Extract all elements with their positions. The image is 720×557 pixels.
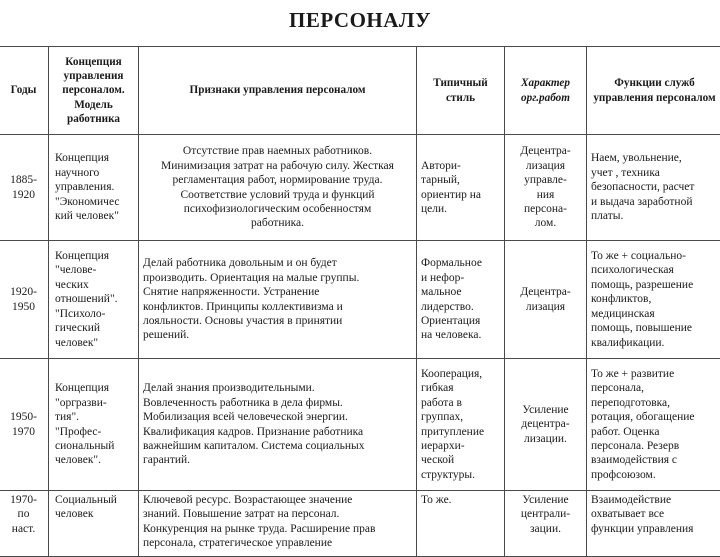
cell-line: Формальное (421, 256, 500, 270)
cell-line: работ. Оценка (591, 425, 718, 439)
cell-line: "Психоло- (55, 307, 134, 321)
cell-functions (587, 135, 720, 241)
cell-line: и нефор- (421, 271, 500, 285)
cell-line: управле- (509, 173, 582, 187)
cell-line: учет , техника (591, 166, 718, 180)
cell-line: квалификации. (591, 336, 718, 350)
cell-line: Взаимодействие (591, 493, 718, 507)
cell-line: Соответствие условий труда и функций (143, 188, 412, 202)
cell-line: безопасности, расчет (591, 180, 718, 194)
cell-concept (49, 359, 139, 491)
cell-line: Усиление (509, 493, 582, 507)
cell-line: Снятие напряженности. Устранение (143, 285, 412, 299)
cell-line: "оргразви- (55, 396, 134, 410)
cell-line: психологическая (591, 263, 718, 277)
cell-line: гарантий. (143, 453, 412, 467)
cell-style (417, 135, 505, 241)
cell-line: знаний. Повышение затрат на персонал. (143, 507, 412, 521)
cell-line: конфликтов, (591, 292, 718, 306)
cell-line: децентра- (509, 417, 582, 431)
cell-line: тия". (55, 410, 134, 424)
cell-line: помощь, разрешение (591, 278, 718, 292)
cell-line: ческих (55, 278, 134, 292)
header-row (0, 47, 720, 135)
cell-line: управления. (55, 180, 134, 194)
cell-line: конфликтов. Принципы коллективизма и (143, 300, 412, 314)
cell-line: работа в (421, 396, 500, 410)
header-concept: Концепция управления персоналом. Модель работника (49, 47, 139, 135)
cell-line: Делай работника довольным и он будет (143, 256, 412, 270)
header-signs: Признаки управления персоналом (139, 47, 417, 135)
table-body (0, 135, 720, 557)
cell-line: персона- (509, 202, 582, 216)
cell-years (0, 241, 49, 359)
cell-line: персонала. Резерв (591, 439, 718, 453)
cell-line: человек". (55, 453, 134, 467)
cell-line: персонала, стратегическое управление (143, 536, 412, 550)
cell-line: 1950- (3, 410, 44, 424)
cell-line: ротация, обогащение (591, 410, 718, 424)
cell-line: кий человек" (55, 209, 134, 223)
cell-line: ориентир на (421, 188, 500, 202)
cell-line: Ориентация (421, 314, 500, 328)
cell-line: по (3, 507, 44, 521)
cell-character (505, 359, 587, 491)
cell-line: То же + развитие (591, 367, 718, 381)
cell-signs (139, 241, 417, 359)
cell-line: наст. (3, 522, 44, 536)
cell-line: Концепция (55, 249, 134, 263)
cell-line: "Экономичес (55, 195, 134, 209)
page-title: ПЕРСОНАЛУ (0, 0, 720, 46)
cell-line: научного (55, 166, 134, 180)
cell-line: "Профес- (55, 425, 134, 439)
cell-line: лом. (509, 216, 582, 230)
cell-line: взаимодействия с (591, 453, 718, 467)
cell-line: решений. (143, 328, 412, 342)
cell-line: Концепция (55, 381, 134, 395)
cell-line: функции управления (591, 522, 718, 536)
cell-line: ческой (421, 453, 500, 467)
cell-signs (139, 135, 417, 241)
cell-line: Децентра- (509, 285, 582, 299)
cell-years (0, 491, 49, 557)
cell-style (417, 491, 505, 557)
cell-line: группах, (421, 410, 500, 424)
cell-line: То же + социально- (591, 249, 718, 263)
table-row (0, 241, 720, 359)
cell-line: человек" (55, 336, 134, 350)
cell-line: работника. (143, 216, 412, 230)
cell-functions (587, 491, 720, 557)
cell-line: гический (55, 321, 134, 335)
cell-line: 1920- (3, 285, 44, 299)
cell-line: Делай знания производительными. (143, 381, 412, 395)
header-years: Годы (0, 47, 49, 135)
cell-line: и выдача заработной (591, 195, 718, 209)
cell-line: Концепция (55, 151, 134, 165)
cell-line: производить. Ориентация на малые группы. (143, 271, 412, 285)
cell-line: тарный, (421, 173, 500, 187)
cell-line: Конкуренция на рынке труда. Расширение прав (143, 522, 412, 536)
cell-line: лизация (509, 300, 582, 314)
cell-functions (587, 359, 720, 491)
cell-line: зации. (509, 522, 582, 536)
cell-line: медицинская (591, 307, 718, 321)
cell-character (505, 135, 587, 241)
cell-line: сиональный (55, 439, 134, 453)
cell-line: профсоюзом. (591, 468, 718, 482)
cell-line: важнейшим капиталом. Система социальных (143, 439, 412, 453)
cell-line: иерархи- (421, 439, 500, 453)
header-style: Типичный стиль (417, 47, 505, 135)
cell-functions (587, 241, 720, 359)
header-functions: Функции служб управления персоналом (587, 47, 720, 135)
cell-character (505, 241, 587, 359)
cell-character (505, 491, 587, 557)
cell-line: отношений". (55, 292, 134, 306)
cell-concept (49, 491, 139, 557)
cell-line: 1885- (3, 173, 44, 187)
cell-line: Кооперация, (421, 367, 500, 381)
cell-line: на человека. (421, 328, 500, 342)
table-row (0, 491, 720, 557)
cell-concept (49, 135, 139, 241)
table-row (0, 135, 720, 241)
cell-line: Автори- (421, 159, 500, 173)
cell-line: Децентра- (509, 144, 582, 158)
cell-line: охватывает все (591, 507, 718, 521)
cell-line: Минимизация затрат на рабочую силу. Жесткая (143, 159, 412, 173)
cell-line: помощь, повышение (591, 321, 718, 335)
cell-line: "челове- (55, 263, 134, 277)
cell-line: Ключевой ресурс. Возрастающее значение (143, 493, 412, 507)
cell-line: 1920 (3, 188, 44, 202)
cell-years (0, 135, 49, 241)
cell-line: Социальный (55, 493, 134, 507)
cell-line: гибкая (421, 381, 500, 395)
cell-line: Квалификация кадров. Признание работника (143, 425, 412, 439)
cell-line: То же. (421, 493, 500, 507)
personnel-concepts-table (0, 46, 720, 557)
cell-line: человек (55, 507, 134, 521)
cell-years (0, 359, 49, 491)
cell-line: 1950 (3, 300, 44, 314)
cell-line: Вовлеченность работника в дела фирмы. (143, 396, 412, 410)
cell-line: лизация (509, 159, 582, 173)
cell-line: 1970 (3, 425, 44, 439)
cell-line: Мобилизация всей человеческой энергии. (143, 410, 412, 424)
cell-line: психофизиологическим особенностям (143, 202, 412, 216)
cell-concept (49, 241, 139, 359)
cell-line: Отсутствие прав наемных работников. (143, 144, 412, 158)
cell-line: структуры. (421, 468, 500, 482)
cell-line: 1970- (3, 493, 44, 507)
cell-line: ния (509, 188, 582, 202)
cell-line: лояльности. Основы участия в принятии (143, 314, 412, 328)
table-row (0, 359, 720, 491)
cell-line: переподготовка, (591, 396, 718, 410)
cell-style (417, 359, 505, 491)
header-character: Характер орг.работ (505, 47, 587, 135)
cell-line: Наем, увольнение, (591, 151, 718, 165)
cell-line: централи- (509, 507, 582, 521)
cell-signs (139, 359, 417, 491)
cell-style (417, 241, 505, 359)
cell-line: притупление (421, 425, 500, 439)
cell-line: Усиление (509, 403, 582, 417)
cell-signs (139, 491, 417, 557)
cell-line: персонала, (591, 381, 718, 395)
cell-line: цели. (421, 202, 500, 216)
cell-line: мальное (421, 285, 500, 299)
cell-line: платы. (591, 209, 718, 223)
cell-line: регламентация работ, нормирование труда. (143, 173, 412, 187)
cell-line: лизации. (509, 432, 582, 446)
cell-line: лидерство. (421, 300, 500, 314)
